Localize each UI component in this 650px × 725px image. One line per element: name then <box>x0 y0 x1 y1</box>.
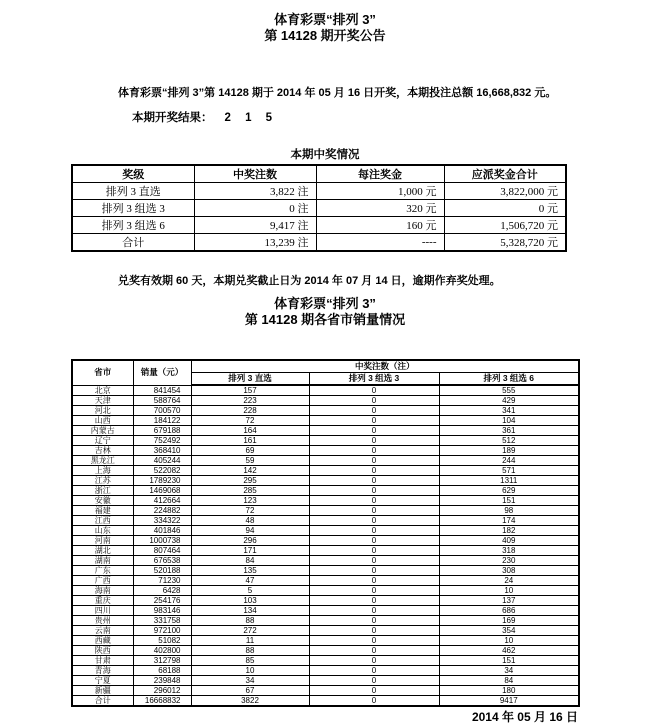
table-cell: 354 <box>439 626 579 636</box>
prize-header-total-payout: 应派奖金合计 <box>444 165 566 183</box>
table-cell: 9417 <box>439 696 579 707</box>
table-row <box>72 486 579 496</box>
table-cell: 6428 <box>133 586 191 596</box>
table-cell: 0 <box>309 416 439 426</box>
table-cell: 0 <box>309 456 439 466</box>
table-cell: 137 <box>439 596 579 606</box>
table-cell: 160 元 <box>316 217 444 234</box>
table-cell: 88 <box>191 646 309 656</box>
table-cell: 11 <box>191 636 309 646</box>
province-sales-table <box>71 359 580 707</box>
sales-header-zhixuan: 排列 3 直选 <box>191 373 309 386</box>
table-cell: 104 <box>439 416 579 426</box>
table-cell: 182 <box>439 526 579 536</box>
table-row <box>72 616 579 626</box>
table-cell: 江西 <box>72 516 133 526</box>
table-cell: 84 <box>439 676 579 686</box>
table-cell: 9,417 注 <box>194 217 316 234</box>
table-cell: 47 <box>191 576 309 586</box>
table-cell: 0 <box>309 385 439 396</box>
table-cell: 0 <box>309 606 439 616</box>
table-cell: 520188 <box>133 566 191 576</box>
table-cell: 3822 <box>191 696 309 707</box>
table-cell: 184122 <box>133 416 191 426</box>
table-cell: 3,822,000 元 <box>444 183 566 200</box>
table-cell: 河南 <box>72 536 133 546</box>
table-cell: 752492 <box>133 436 191 446</box>
table-cell: 51082 <box>133 636 191 646</box>
table-cell: 331758 <box>133 616 191 626</box>
table-cell: 0 <box>309 466 439 476</box>
table-cell: 5 <box>191 586 309 596</box>
table-cell: 401846 <box>133 526 191 536</box>
table-cell: 171 <box>191 546 309 556</box>
table-cell: 辽宁 <box>72 436 133 446</box>
table-cell: 0 <box>309 446 439 456</box>
table-cell: 贵州 <box>72 616 133 626</box>
table-cell: 571 <box>439 466 579 476</box>
table-cell: 308 <box>439 566 579 576</box>
table-row <box>72 456 579 466</box>
table-cell: 1,000 元 <box>316 183 444 200</box>
table-cell: 223 <box>191 396 309 406</box>
table-cell: 1311 <box>439 476 579 486</box>
table-row <box>72 566 579 576</box>
prize-table-title: 本期中奖情况 <box>290 149 360 161</box>
announcement-title-block <box>0 0 650 44</box>
table-cell: 0 <box>309 626 439 636</box>
table-cell: 334322 <box>133 516 191 526</box>
announcement-date: 2014 年 05 月 16 日 <box>471 710 578 724</box>
table-cell: 71230 <box>133 576 191 586</box>
table-cell: 239848 <box>133 676 191 686</box>
table-cell: 161 <box>191 436 309 446</box>
table-cell: 84 <box>191 556 309 566</box>
sales-header-province: 省市 <box>72 360 133 385</box>
table-row <box>72 396 579 406</box>
table-row <box>72 666 579 676</box>
table-cell: 山东 <box>72 526 133 536</box>
table-cell: 10 <box>439 586 579 596</box>
table-cell: 0 <box>309 656 439 666</box>
sales-title-block <box>0 296 650 328</box>
table-cell: 68188 <box>133 666 191 676</box>
table-cell: 西藏 <box>72 636 133 646</box>
table-cell: 103 <box>191 596 309 606</box>
table-row <box>72 536 579 546</box>
table-cell: 0 <box>309 586 439 596</box>
table-row <box>72 606 579 616</box>
table-row <box>72 496 579 506</box>
table-cell: 浙江 <box>72 486 133 496</box>
table-row <box>72 696 579 707</box>
table-cell: 湖北 <box>72 546 133 556</box>
sales-title-line2: 第 14128 期各省市销量情况 <box>244 312 406 327</box>
table-row <box>72 586 579 596</box>
table-cell: 0 <box>309 666 439 676</box>
table-row <box>72 636 579 646</box>
table-cell: 0 <box>309 676 439 686</box>
sales-title-line1: 体育彩票“排列 3” <box>274 296 376 311</box>
table-cell: 700570 <box>133 406 191 416</box>
table-cell: 排列 3 组选 3 <box>72 200 194 217</box>
table-cell: 内蒙古 <box>72 426 133 436</box>
table-cell: 山西 <box>72 416 133 426</box>
table-cell: 24 <box>439 576 579 586</box>
draw-result-line <box>132 111 580 125</box>
table-cell: 555 <box>439 385 579 396</box>
table-row <box>72 416 579 426</box>
table-cell: 10 <box>439 636 579 646</box>
table-cell: 广东 <box>72 566 133 576</box>
table-row <box>72 676 579 686</box>
table-cell: 1789230 <box>133 476 191 486</box>
table-cell: 230 <box>439 556 579 566</box>
table-row <box>72 506 579 516</box>
table-cell: 新疆 <box>72 686 133 696</box>
table-cell: ---- <box>316 234 444 252</box>
table-cell: 98 <box>439 506 579 516</box>
table-cell: 157 <box>191 385 309 396</box>
table-cell: 0 <box>309 436 439 446</box>
table-cell: 361 <box>439 426 579 436</box>
table-cell: 841454 <box>133 385 191 396</box>
table-cell: 5,328,720 元 <box>444 234 566 252</box>
table-cell: 青海 <box>72 666 133 676</box>
prize-table-body <box>72 183 566 252</box>
table-row <box>72 526 579 536</box>
table-cell: 629 <box>439 486 579 496</box>
table-cell: 135 <box>191 566 309 576</box>
table-cell: 甘肃 <box>72 656 133 666</box>
table-row <box>72 200 566 217</box>
table-cell: 福建 <box>72 506 133 516</box>
table-cell: 0 <box>309 576 439 586</box>
announcement-title-line2: 第 14128 期开奖公告 <box>264 28 386 43</box>
sales-header-row-1 <box>72 360 579 373</box>
table-row <box>72 436 579 446</box>
prize-header-winning-bets: 中奖注数 <box>194 165 316 183</box>
table-cell: 1469068 <box>133 486 191 496</box>
table-row <box>72 656 579 666</box>
table-row <box>72 183 566 200</box>
table-cell: 排列 3 组选 6 <box>72 217 194 234</box>
table-cell: 588764 <box>133 396 191 406</box>
table-cell: 1,506,720 元 <box>444 217 566 234</box>
table-cell: 67 <box>191 686 309 696</box>
table-cell: 318 <box>439 546 579 556</box>
table-cell: 296012 <box>133 686 191 696</box>
table-cell: 123 <box>191 496 309 506</box>
table-cell: 0 <box>309 556 439 566</box>
table-row <box>72 576 579 586</box>
table-cell: 295 <box>191 476 309 486</box>
table-cell: 0 <box>309 566 439 576</box>
table-cell: 天津 <box>72 396 133 406</box>
table-cell: 0 元 <box>444 200 566 217</box>
table-row <box>72 546 579 556</box>
table-cell: 189 <box>439 446 579 456</box>
table-cell: 云南 <box>72 626 133 636</box>
table-cell: 0 <box>309 406 439 416</box>
prize-header-prize-per-bet: 每注奖金 <box>316 165 444 183</box>
table-cell: 排列 3 直选 <box>72 183 194 200</box>
table-cell: 湖南 <box>72 556 133 566</box>
table-cell: 海南 <box>72 586 133 596</box>
table-cell: 江苏 <box>72 476 133 486</box>
table-cell: 85 <box>191 656 309 666</box>
table-cell: 0 <box>309 516 439 526</box>
table-cell: 合计 <box>72 234 194 252</box>
table-cell: 272 <box>191 626 309 636</box>
table-cell: 0 <box>309 536 439 546</box>
table-row <box>72 476 579 486</box>
table-cell: 180 <box>439 686 579 696</box>
table-cell: 972100 <box>133 626 191 636</box>
table-cell: 合计 <box>72 696 133 707</box>
table-cell: 0 <box>309 486 439 496</box>
table-row <box>72 466 579 476</box>
table-cell: 285 <box>191 486 309 496</box>
table-cell: 3,822 注 <box>194 183 316 200</box>
prize-header-level: 奖级 <box>72 165 194 183</box>
table-cell: 黑龙江 <box>72 456 133 466</box>
table-cell: 69 <box>191 446 309 456</box>
table-cell: 上海 <box>72 466 133 476</box>
draw-intro-paragraph: 体育彩票“排列 3”第 14128 期于 2014 年 05 月 16 日开奖，本期投注总额 16,668,832 元。 <box>118 87 557 99</box>
table-cell: 312798 <box>133 656 191 666</box>
table-cell: 224882 <box>133 506 191 516</box>
sales-header-zuxuan6: 排列 3 组选 6 <box>439 373 579 386</box>
table-cell: 151 <box>439 656 579 666</box>
table-row <box>72 626 579 636</box>
sales-header-zuxuan3: 排列 3 组选 3 <box>309 373 439 386</box>
table-row <box>72 385 579 396</box>
sales-table-header <box>72 360 579 385</box>
draw-result-label: 本期开奖结果： <box>132 112 213 124</box>
table-cell: 1000738 <box>133 536 191 546</box>
table-cell: 10 <box>191 666 309 676</box>
table-cell: 安徽 <box>72 496 133 506</box>
table-row <box>72 646 579 656</box>
table-cell: 429 <box>439 396 579 406</box>
table-cell: 重庆 <box>72 596 133 606</box>
prize-table-header-row <box>72 165 566 183</box>
table-cell: 34 <box>191 676 309 686</box>
table-cell: 244 <box>439 456 579 466</box>
table-cell: 34 <box>439 666 579 676</box>
table-cell: 405244 <box>133 456 191 466</box>
table-cell: 807464 <box>133 546 191 556</box>
table-row <box>72 217 566 234</box>
table-cell: 254176 <box>133 596 191 606</box>
table-cell: 94 <box>191 526 309 536</box>
table-cell: 72 <box>191 416 309 426</box>
table-cell: 0 注 <box>194 200 316 217</box>
table-cell: 0 <box>309 686 439 696</box>
table-cell: 983146 <box>133 606 191 616</box>
table-cell: 402800 <box>133 646 191 656</box>
table-cell: 16668832 <box>133 696 191 707</box>
table-cell: 151 <box>439 496 579 506</box>
table-cell: 134 <box>191 606 309 616</box>
table-cell: 679188 <box>133 426 191 436</box>
draw-result-numbers: 2 1 5 <box>224 112 275 124</box>
prize-table <box>71 164 567 252</box>
table-cell: 462 <box>439 646 579 656</box>
table-cell: 0 <box>309 476 439 486</box>
table-row <box>72 516 579 526</box>
table-row <box>72 446 579 456</box>
table-cell: 河北 <box>72 406 133 416</box>
table-cell: 59 <box>191 456 309 466</box>
table-cell: 142 <box>191 466 309 476</box>
table-cell: 0 <box>309 636 439 646</box>
table-cell: 409 <box>439 536 579 546</box>
table-cell: 88 <box>191 616 309 626</box>
sales-header-win-counts: 中奖注数（注） <box>191 360 579 373</box>
table-cell: 0 <box>309 506 439 516</box>
table-cell: 72 <box>191 506 309 516</box>
table-row <box>72 596 579 606</box>
table-cell: 0 <box>309 526 439 536</box>
table-row <box>72 406 579 416</box>
table-row <box>72 686 579 696</box>
table-cell: 0 <box>309 646 439 656</box>
table-row <box>72 426 579 436</box>
table-row <box>72 234 566 252</box>
announcement-title-line1: 体育彩票“排列 3” <box>274 12 376 27</box>
table-cell: 陕西 <box>72 646 133 656</box>
table-cell: 0 <box>309 396 439 406</box>
table-cell: 0 <box>309 616 439 626</box>
table-cell: 228 <box>191 406 309 416</box>
table-cell: 169 <box>439 616 579 626</box>
table-cell: 广西 <box>72 576 133 586</box>
table-cell: 北京 <box>72 385 133 396</box>
prize-table-header <box>72 165 566 183</box>
table-cell: 宁夏 <box>72 676 133 686</box>
table-cell: 0 <box>309 496 439 506</box>
table-cell: 13,239 注 <box>194 234 316 252</box>
table-cell: 0 <box>309 426 439 436</box>
table-row <box>72 556 579 566</box>
table-cell: 341 <box>439 406 579 416</box>
table-cell: 512 <box>439 436 579 446</box>
table-cell: 296 <box>191 536 309 546</box>
table-cell: 676538 <box>133 556 191 566</box>
sales-header-sales-amount: 销量（元） <box>133 360 191 385</box>
table-cell: 48 <box>191 516 309 526</box>
table-cell: 412664 <box>133 496 191 506</box>
table-cell: 368410 <box>133 446 191 456</box>
table-cell: 0 <box>309 596 439 606</box>
table-cell: 0 <box>309 696 439 707</box>
sales-table-body <box>72 385 579 706</box>
table-cell: 522082 <box>133 466 191 476</box>
table-cell: 320 元 <box>316 200 444 217</box>
table-cell: 164 <box>191 426 309 436</box>
table-cell: 吉林 <box>72 446 133 456</box>
table-cell: 0 <box>309 546 439 556</box>
table-cell: 174 <box>439 516 579 526</box>
table-cell: 四川 <box>72 606 133 616</box>
redeem-deadline-note: 兑奖有效期 60 天，本期兑奖截止日为 2014 年 07 月 14 日，逾期作弃奖处理。 <box>118 275 501 287</box>
table-cell: 686 <box>439 606 579 616</box>
